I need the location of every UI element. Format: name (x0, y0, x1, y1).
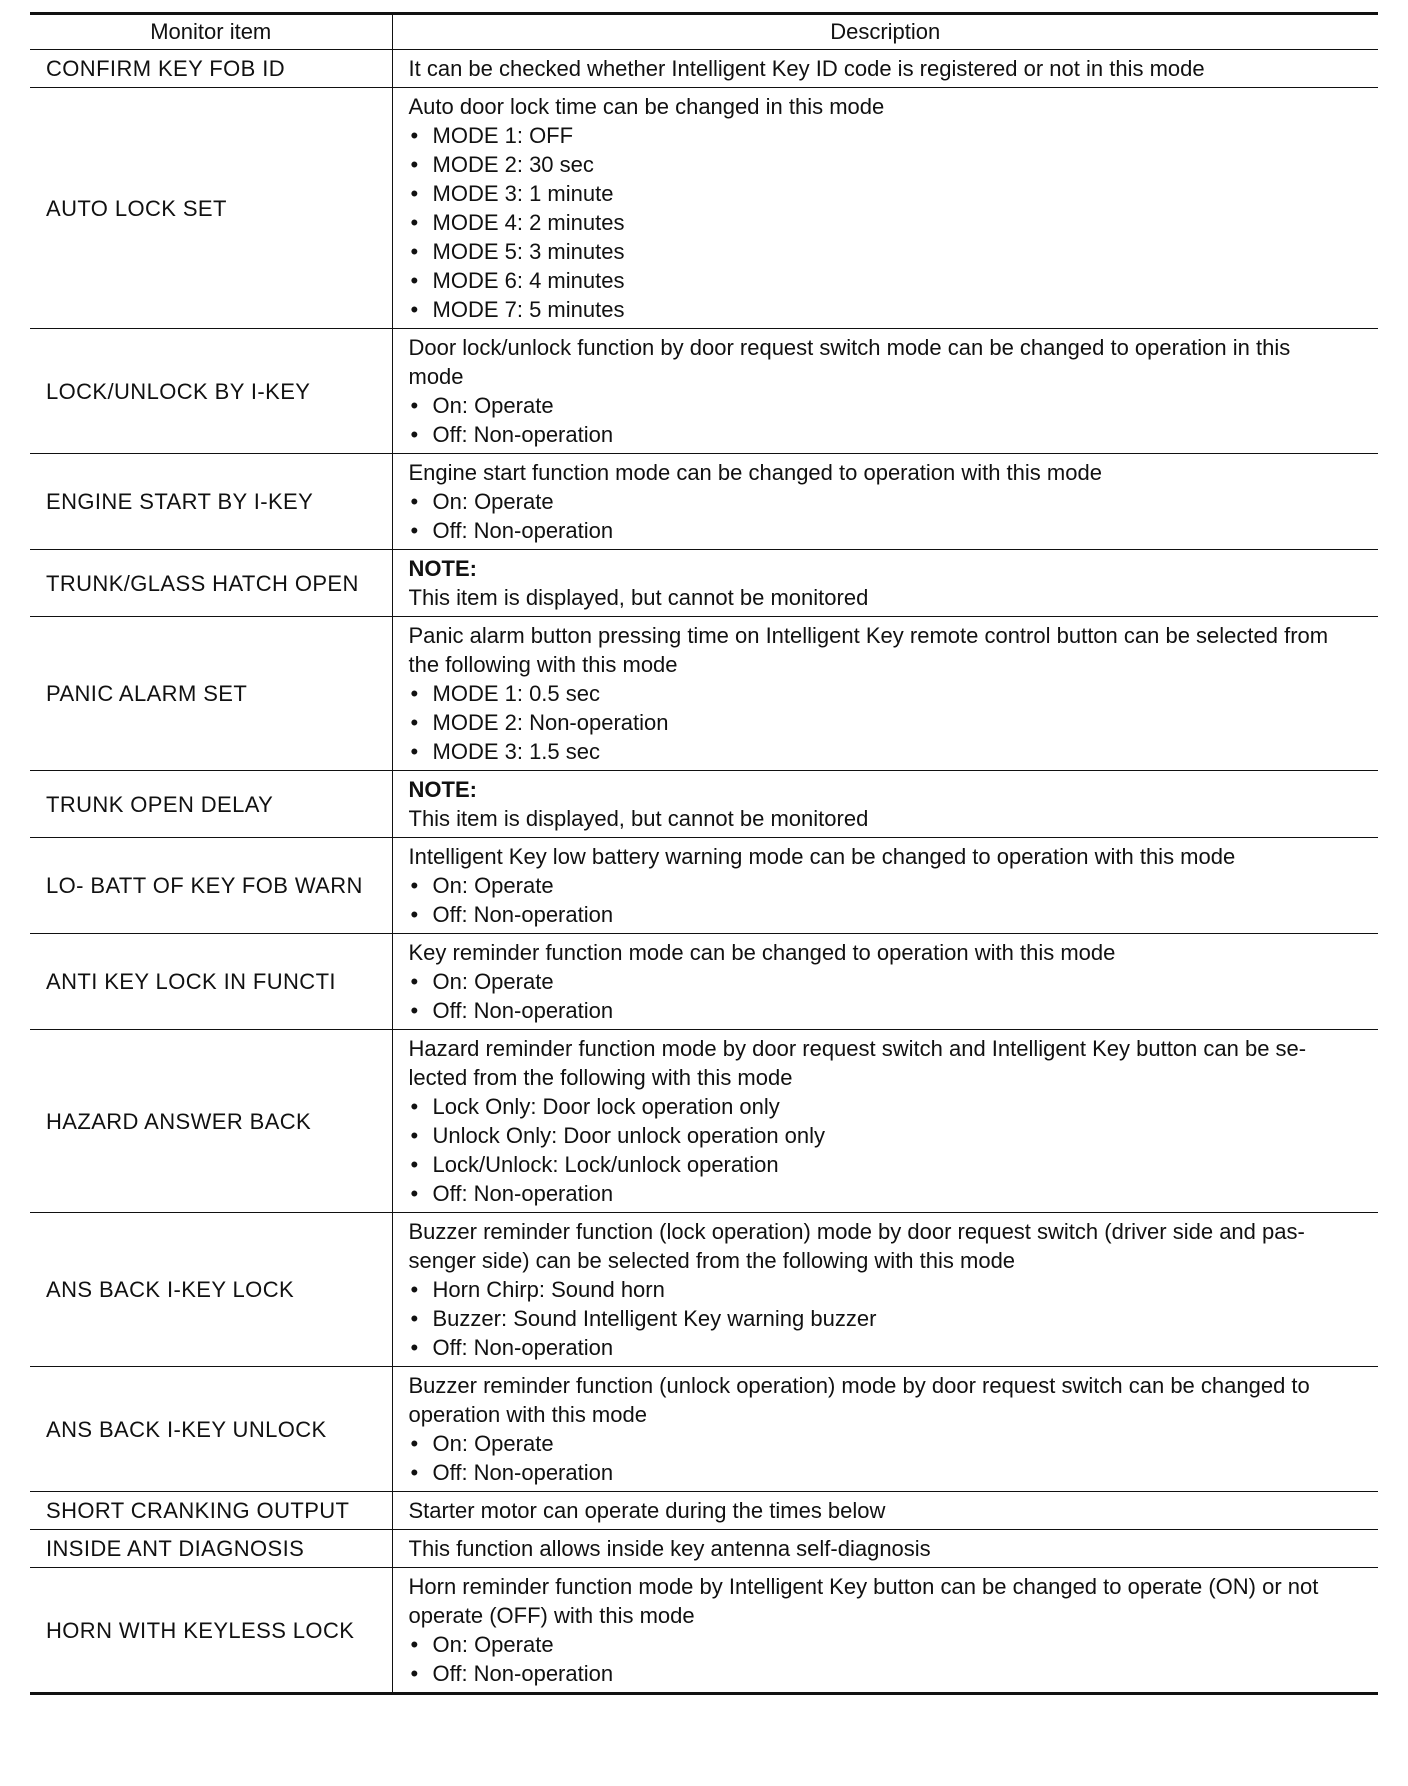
option-list-item: • Lock Only: Door lock operation only (409, 1092, 1365, 1121)
table-row (30, 934, 1378, 1030)
monitor-item-cell: AUTO LOCK SET (30, 88, 392, 329)
option-list-item: • On: Operate (409, 1630, 1365, 1659)
option-list (409, 121, 1365, 324)
monitor-item-cell: HORN WITH KEYLESS LOCK (30, 1568, 392, 1694)
option-list-item: • On: Operate (409, 1429, 1365, 1458)
description-cell (392, 454, 1378, 550)
table-body (30, 50, 1378, 1694)
description-text: Door lock/unlock function by door request switch mode can be changed to operation in this (408, 335, 1291, 360)
table-row (30, 1030, 1378, 1213)
table-row (30, 1367, 1378, 1492)
monitor-item-cell: TRUNK OPEN DELAY (30, 771, 392, 838)
description-cell (392, 617, 1378, 771)
description-cell (392, 329, 1378, 454)
monitor-item-cell: LOCK/UNLOCK BY I-KEY (30, 329, 392, 454)
header-description: Description (392, 14, 1378, 50)
option-list-item: • On: Operate (409, 391, 1365, 420)
option-list-item: • Buzzer: Sound Intelligent Key warning buzzer (409, 1304, 1365, 1333)
option-list (409, 487, 1365, 545)
monitor-item-cell: LO- BATT OF KEY FOB WARN (30, 838, 392, 934)
table-row (30, 1530, 1378, 1568)
table-row (30, 329, 1378, 454)
description-text: mode (408, 364, 464, 389)
option-list-item: • Lock/Unlock: Lock/unlock operation (409, 1150, 1365, 1179)
monitor-item-cell: INSIDE ANT DIAGNOSIS (30, 1530, 392, 1568)
option-list (409, 1630, 1365, 1688)
option-list-item: • Horn Chirp: Sound horn (409, 1275, 1365, 1304)
table-row (30, 454, 1378, 550)
monitor-item-cell: CONFIRM KEY FOB ID (30, 50, 392, 88)
monitor-item-cell: HAZARD ANSWER BACK (30, 1030, 392, 1213)
table-row (30, 50, 1378, 88)
description-text: Auto door lock time can be changed in this mode (408, 94, 885, 119)
description-text: operate (OFF) with this mode (408, 1603, 695, 1628)
description-text: Hazard reminder function mode by door request switch and Intelligent Key button can be se- (408, 1036, 1307, 1061)
option-list-item: • MODE 4: 2 minutes (409, 208, 1365, 237)
monitor-item-cell: SHORT CRANKING OUTPUT (30, 1492, 392, 1530)
option-list-item: • On: Operate (409, 487, 1365, 516)
table-row (30, 771, 1378, 838)
description-text: Key reminder function mode can be changed to operation with this mode (408, 940, 1116, 965)
monitor-item-cell: PANIC ALARM SET (30, 617, 392, 771)
table-row (30, 1492, 1378, 1530)
description-cell (392, 771, 1378, 838)
description-cell (392, 1568, 1378, 1694)
option-list-item: • Off: Non-operation (409, 516, 1365, 545)
option-list (409, 1429, 1365, 1487)
option-list-item: • On: Operate (409, 871, 1365, 900)
description-cell (392, 1030, 1378, 1213)
option-list-item: • Off: Non-operation (409, 1179, 1365, 1208)
description-cell (392, 1367, 1378, 1492)
description-text: operation with this mode (408, 1402, 647, 1427)
option-list-item: • Off: Non-operation (409, 1333, 1365, 1362)
table-row (30, 88, 1378, 329)
note-label: NOTE: (408, 556, 477, 581)
description-cell (392, 50, 1378, 88)
monitor-item-cell: ANTI KEY LOCK IN FUNCTI (30, 934, 392, 1030)
option-list (409, 679, 1365, 766)
description-text: lected from the following with this mode (408, 1065, 793, 1090)
monitor-item-cell: ENGINE START BY I-KEY (30, 454, 392, 550)
option-list-item: • MODE 1: OFF (409, 121, 1365, 150)
description-cell (392, 838, 1378, 934)
description-cell (392, 934, 1378, 1030)
description-text: This function allows inside key antenna self-diagnosis (408, 1536, 931, 1561)
description-text: This item is displayed, but cannot be monitored (408, 585, 869, 610)
description-text: Buzzer reminder function (unlock operation) mode by door request switch can be changed to (408, 1373, 1310, 1398)
monitor-item-cell: ANS BACK I-KEY LOCK (30, 1213, 392, 1367)
description-text: It can be checked whether Intelligent Key ID code is registered or not in this mode (408, 56, 1205, 81)
monitor-item-cell: ANS BACK I-KEY UNLOCK (30, 1367, 392, 1492)
option-list-item: • Unlock Only: Door unlock operation only (409, 1121, 1365, 1150)
description-cell (392, 1213, 1378, 1367)
option-list-item: • MODE 2: 30 sec (409, 150, 1365, 179)
option-list (409, 871, 1365, 929)
option-list-item: • MODE 2: Non-operation (409, 708, 1365, 737)
table-row (30, 1568, 1378, 1694)
description-text: senger side) can be selected from the following with this mode (408, 1248, 1016, 1273)
note-label: NOTE: (408, 777, 477, 802)
description-text: the following with this mode (408, 652, 678, 677)
description-text: Horn reminder function mode by Intelligent Key button can be changed to operate (ON) or not (408, 1574, 1319, 1599)
table-row (30, 617, 1378, 771)
option-list (409, 1092, 1365, 1208)
option-list-item: • MODE 3: 1 minute (409, 179, 1365, 208)
description-text: Engine start function mode can be changed to operation with this mode (408, 460, 1102, 485)
document-page (30, 12, 1378, 1695)
description-cell (392, 1492, 1378, 1530)
monitor-item-table (30, 12, 1378, 1695)
option-list (409, 967, 1365, 1025)
monitor-item-cell: TRUNK/GLASS HATCH OPEN (30, 550, 392, 617)
option-list-item: • MODE 6: 4 minutes (409, 266, 1365, 295)
option-list-item: • Off: Non-operation (409, 420, 1365, 449)
header-row (30, 14, 1378, 50)
option-list-item: • On: Operate (409, 967, 1365, 996)
description-text: Buzzer reminder function (lock operation) mode by door request switch (driver side and pas- (408, 1219, 1305, 1244)
description-text: Intelligent Key low battery warning mode can be changed to operation with this mode (408, 844, 1236, 869)
option-list-item: • Off: Non-operation (409, 900, 1365, 929)
header-monitor-item: Monitor item (30, 14, 392, 50)
description-cell (392, 1530, 1378, 1568)
option-list-item: • Off: Non-operation (409, 1458, 1365, 1487)
option-list-item: • MODE 3: 1.5 sec (409, 737, 1365, 766)
table-row (30, 838, 1378, 934)
description-text: Starter motor can operate during the times below (408, 1498, 886, 1523)
table-row (30, 550, 1378, 617)
description-text: Panic alarm button pressing time on Intelligent Key remote control button can be selected from (408, 623, 1329, 648)
option-list (409, 391, 1365, 449)
description-text: This item is displayed, but cannot be monitored (408, 806, 869, 831)
description-cell (392, 550, 1378, 617)
option-list-item: • Off: Non-operation (409, 1659, 1365, 1688)
table-header (30, 14, 1378, 50)
description-cell (392, 88, 1378, 329)
option-list-item: • MODE 7: 5 minutes (409, 295, 1365, 324)
option-list-item: • MODE 5: 3 minutes (409, 237, 1365, 266)
option-list-item: • MODE 1: 0.5 sec (409, 679, 1365, 708)
table-row (30, 1213, 1378, 1367)
option-list-item: • Off: Non-operation (409, 996, 1365, 1025)
option-list (409, 1275, 1365, 1362)
